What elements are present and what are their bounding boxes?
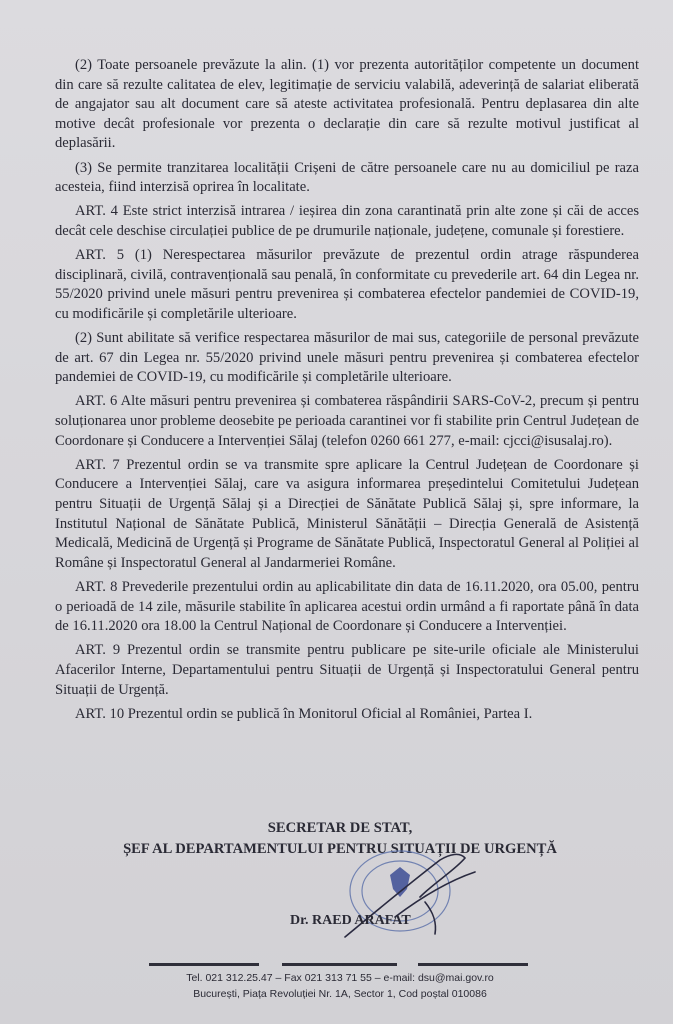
footer-contact: Tel. 021 312.25.47 – Fax 021 313 71 55 – e-mail: dsu@mai.gov.ro: [186, 972, 494, 984]
paragraph-art5-alin2: (2) Sunt abilitate să verifice respectarea măsurilor de mai sus, categoriile de personal prevăzute de art. 67 din Legea nr. 55/2020 privind unele măsuri pentru prevenirea și combaterea efectelor pandemiei de COVID-19, cu modificările și completările ulterioare.: [55, 330, 639, 386]
document-footer: [60, 970, 620, 1002]
footer-divider-left: [149, 963, 259, 966]
footer-divider-center: [282, 963, 397, 966]
signer-name: Dr. RAED ARAFAT: [290, 913, 411, 928]
document-body: [55, 56, 639, 729]
paragraph-art5-alin1: ART. 5 (1) Nerespectarea măsurilor prevăzute de prezentul ordin atrage răspunderea disciplinară, civilă, contravențională sau penală, în conformitate cu prevederile art. 64 din Legea nr. 55/2020 privind unele măsuri pentru prevenirea și combaterea efectelor pandemiei de COVID-19, cu modificările și completările ulterioare.: [55, 247, 639, 322]
paragraph-art10: ART. 10 Prezentul ordin se publică în Monitorul Oficial al României, Partea I.: [75, 705, 533, 722]
signature-title-line1: SECRETAR DE STAT,: [267, 820, 413, 836]
paragraph-art3-alin2: (2) Toate persoanele prevăzute la alin. (1) vor prezenta autorităților competente un document din care să rezulte calitatea de elev, legitimație de serviciu valabilă, adeverință de salariat eliberată de angajator sau alt document care să ateste activitatea profesională. Pentru deplasarea din alte motive decât profesionale vor prezenta o declarație din care să rezulte motivul justificat al deplasării.: [55, 57, 639, 152]
paragraph-art6: ART. 6 Alte măsuri pentru prevenirea și combaterea răspândirii SARS-CoV-2, precum și pentru soluționarea unor probleme deosebite pe perioada carantinei vor fi stabilite prin Centrul Județean de Coordonare și Conducere a Intervenției Sălaj (telefon 0260 661 277, e-mail: cjcci@isusalaj.ro).: [55, 393, 639, 449]
handwritten-signature-icon: [325, 842, 495, 947]
signature-title-line2: ȘEF AL DEPARTAMENTULUI PENTRU SITUAȚII DE URGENȚĂ: [123, 841, 557, 857]
paragraph-art9: ART. 9 Prezentul ordin se transmite pentru publicare pe site-urile oficiale ale Ministerului Afacerilor Interne, Departamentului pentru Situații de Urgență și Inspectoratului General pentru Situații de Urgență.: [55, 642, 639, 698]
paragraph-art8: ART. 8 Prevederile prezentului ordin au aplicabilitate din data de 16.11.2020, ora 05.00, pentru o perioadă de 14 zile, măsurile stabilite în aplicarea acestui ordin urmând a fi raportate până în data de 16.11.2020 ora 18.00 la Centrul Național de Coordonare și Conducere a Intervenției.: [55, 579, 639, 635]
footer-divider-right: [418, 963, 528, 966]
paragraph-art3-alin3: (3) Se permite tranzitarea localității Crișeni de către persoanele care nu au domiciliul pe raza acesteia, fiind interzisă oprirea în localitate.: [55, 159, 639, 196]
footer-address: București, Piața Revoluției Nr. 1A, Sector 1, Cod poștal 010086: [193, 988, 487, 1000]
paragraph-art4: ART. 4 Este strict interzisă intrarea / ieșirea din zona carantinată prin alte zone și căi de acces decât cele deschise circulației publice de pe drumurile naționale, județene, comunale și forestiere.: [55, 203, 639, 239]
paragraph-art7: ART. 7 Prezentul ordin se va transmite spre aplicare la Centrul Județean de Coordonare și Conducere a Intervenției Sălaj, care va asigura informarea președintelui Comitetului Județean pentru Situații de Urgență Sălaj și a Direcției de Sănătate Publică Sălaj și, spre informare, la Institutul Național de Sănătate Publică, Ministerul Sănătății – Direcția Generală de Asistență Medicală, Medicină de Urgență și Programe de Sănătate Publică, Inspectoratul General al Poliției al Române și Inspectoratul General al Jandarmeriei Române.: [55, 456, 639, 571]
